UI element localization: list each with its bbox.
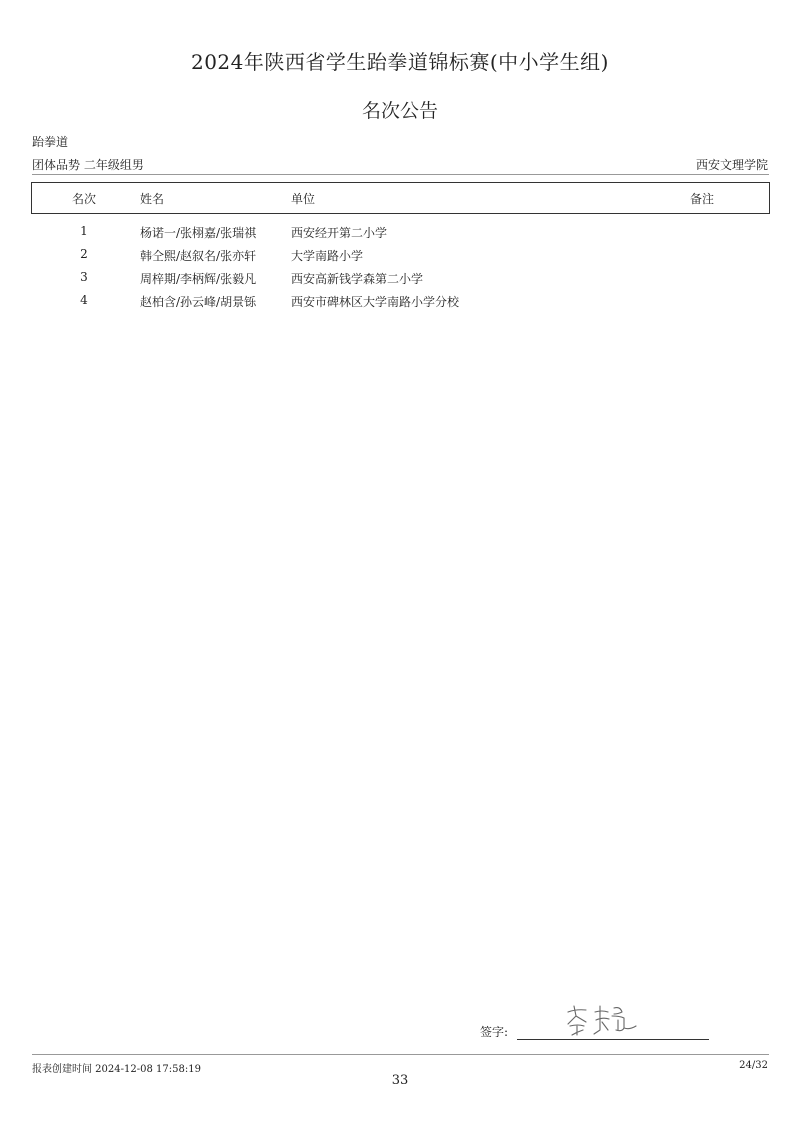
venue-label: 西安文理学院 (695, 158, 768, 172)
unit-cell: 大学南路小学 (291, 249, 364, 263)
column-header-name: 姓名 (140, 192, 165, 206)
signature-label: 签字: (480, 1025, 509, 1039)
report-subtitle: 名次公告 (361, 100, 438, 122)
signature-line (517, 1039, 709, 1040)
column-header-unit: 单位 (291, 192, 316, 206)
unit-cell: 西安市碑林区大学南路小学分校 (291, 295, 460, 309)
column-header-rank: 名次 (71, 192, 96, 206)
report-created-time: 报表创建时间 2024-12-08 17:58:19 (32, 1064, 201, 1075)
event-label: 团体品势 二年级组男 (32, 158, 144, 172)
rank-cell: 3 (80, 270, 88, 284)
table-row (0, 270, 800, 292)
sport-label: 跆拳道 (32, 135, 69, 149)
column-header-note: 备注 (690, 192, 715, 206)
page-number: 33 (391, 1073, 409, 1088)
page-counter: 24/32 (739, 1060, 768, 1071)
top-divider (32, 174, 769, 175)
name-cell: 周梓期/李柄辉/张毅凡 (140, 272, 257, 286)
unit-cell: 西安经开第二小学 (291, 226, 388, 240)
rank-cell: 4 (80, 293, 88, 307)
table-row (0, 293, 800, 315)
report-title: 2024年陕西省学生跆拳道锦标赛(中小学生组) (190, 50, 609, 74)
name-cell: 韩仝熙/赵叙名/张亦轩 (140, 249, 257, 263)
bottom-divider (32, 1054, 769, 1055)
handwritten-signature (562, 1000, 642, 1038)
table-row (0, 224, 800, 246)
table-row (0, 247, 800, 269)
rank-cell: 1 (80, 224, 88, 238)
rank-cell: 2 (80, 247, 88, 261)
unit-cell: 西安高新钱学森第二小学 (291, 272, 424, 286)
name-cell: 赵柏含/孙云峰/胡景铄 (140, 295, 257, 309)
name-cell: 杨诺一/张栩嘉/张瑞祺 (140, 226, 257, 240)
